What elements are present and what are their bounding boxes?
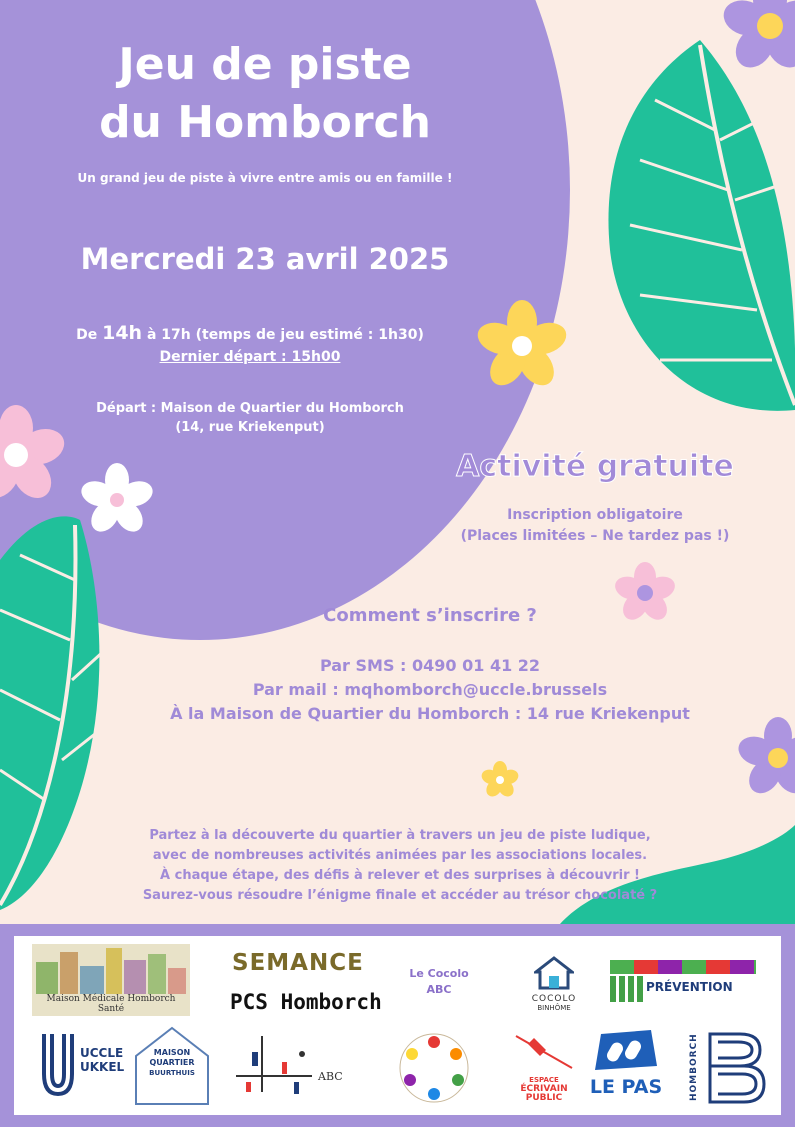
last-departure: Dernier départ : 15h00 bbox=[159, 349, 341, 365]
homborch-logo bbox=[686, 1032, 766, 1106]
how-to-register-heading: Comment s’inscrire ? bbox=[323, 605, 537, 626]
u-icon bbox=[38, 1032, 78, 1098]
free-activity-heading: Activité gratuite bbox=[456, 449, 734, 484]
flower-icon bbox=[719, 0, 795, 75]
title-line-2: du Homborch bbox=[99, 97, 431, 148]
cocolo-label: COCOLO bbox=[531, 994, 577, 1004]
prevention-banner bbox=[610, 960, 756, 974]
abc-label: ABC bbox=[426, 983, 452, 996]
uccle-logo bbox=[38, 1032, 128, 1102]
partner-logos-bar bbox=[0, 924, 795, 1127]
contact-sms: Par SMS : 0490 01 41 22 bbox=[319, 656, 541, 675]
title-line-1: Jeu de piste bbox=[118, 39, 412, 90]
description-line-3: À chaque étape, des défis à relever et des surprises à découvrir ! bbox=[160, 868, 640, 883]
abc-graphic-icon bbox=[232, 1032, 352, 1102]
subtitle: Un grand jeu de piste à vivre entre amis ou en famille ! bbox=[77, 171, 453, 185]
maison-medicale-label: Maison Médicale Homborch Santé bbox=[46, 994, 176, 1014]
event-date: Mercredi 23 avril 2025 bbox=[80, 242, 450, 276]
maison-quartier-text bbox=[134, 1048, 210, 1078]
prevention-logo bbox=[610, 960, 756, 1006]
le-pas-label: LE PAS bbox=[589, 1076, 663, 1098]
le-cocolo-abc-logo bbox=[409, 966, 469, 998]
le-pas-logo bbox=[586, 1030, 666, 1106]
buurthuis-label: BUURTHUIS bbox=[149, 1069, 195, 1077]
espace-label: ESPACE bbox=[529, 1076, 559, 1084]
homborch-vertical-label: HOMBORCH bbox=[689, 1033, 699, 1101]
ukkel-label: UKKEL bbox=[80, 1060, 125, 1074]
abc-logo bbox=[232, 1032, 352, 1102]
flower-icon bbox=[480, 761, 520, 799]
departure-location bbox=[40, 399, 460, 437]
description-line-1: Partez à la découverte du quartier à travers un jeu de piste ludique, bbox=[149, 828, 651, 843]
maison-medicale-logo bbox=[32, 944, 190, 1016]
semance-logo: SEMANCE bbox=[232, 950, 364, 976]
abc-label: ABC bbox=[318, 1070, 343, 1083]
leaf-icon bbox=[608, 40, 795, 411]
partner-logos-panel bbox=[14, 936, 781, 1115]
houses-icon bbox=[32, 944, 190, 994]
time-prefix: De bbox=[76, 327, 98, 343]
contact-mail: Par mail : mqhomborch@uccle.brussels bbox=[252, 680, 608, 699]
departure-line-2: (14, rue Kriekenput) bbox=[175, 420, 325, 435]
description bbox=[110, 826, 690, 906]
uccle-label: UCCLE bbox=[80, 1046, 124, 1060]
maison-label: MAISON bbox=[153, 1048, 191, 1057]
cocolo-binhome-logo bbox=[519, 956, 589, 1012]
flower-icon bbox=[78, 463, 156, 537]
page-title bbox=[40, 36, 490, 152]
people-circle-icon bbox=[394, 1030, 474, 1106]
registration-line-1: Inscription obligatoire bbox=[507, 507, 683, 523]
prevention-label: PRÉVENTION bbox=[646, 980, 733, 994]
time-rest: à 17h (temps de jeu estimé : 1h30) bbox=[146, 327, 424, 343]
contact-info bbox=[100, 654, 760, 726]
departure-line-1: Départ : Maison de Quartier du Homborch bbox=[96, 401, 404, 416]
registration-note bbox=[395, 505, 795, 547]
flower-icon bbox=[474, 300, 571, 392]
ecrivain-text bbox=[506, 1076, 582, 1103]
circle-network-logo bbox=[394, 1030, 474, 1106]
people-icon bbox=[610, 976, 646, 1002]
le-pas-icon bbox=[591, 1030, 661, 1072]
contact-address: À la Maison de Quartier du Homborch : 14 rue Kriekenput bbox=[170, 704, 690, 723]
flower-icon bbox=[735, 717, 795, 799]
description-line-2: avec de nombreuses activités animées par les associations locales. bbox=[152, 848, 648, 863]
public-label: PUBLIC bbox=[525, 1093, 563, 1103]
house-icon bbox=[534, 956, 574, 990]
pen-icon bbox=[506, 1032, 582, 1072]
binhome-label: BINHÔME bbox=[537, 1004, 571, 1012]
event-time bbox=[40, 322, 460, 344]
ecrivain-public-logo bbox=[506, 1032, 582, 1104]
le-cocolo-label: Le Cocolo bbox=[409, 967, 469, 980]
pcs-homborch-logo: PCS Homborch bbox=[230, 990, 382, 1014]
ecrivain-label: ÉCRIVAIN bbox=[520, 1084, 568, 1094]
b-letter-icon bbox=[706, 1032, 766, 1104]
maison-quartier-logo bbox=[134, 1026, 210, 1106]
quartier-label: QUARTIER bbox=[149, 1058, 195, 1067]
leaf-icon bbox=[0, 516, 105, 910]
description-line-4: Saurez-vous résoudre l’énigme finale et accéder au trésor chocolaté ? bbox=[142, 888, 658, 903]
time-start: 14h bbox=[102, 322, 143, 344]
registration-line-2: (Places limitées – Ne tardez pas !) bbox=[460, 528, 730, 544]
